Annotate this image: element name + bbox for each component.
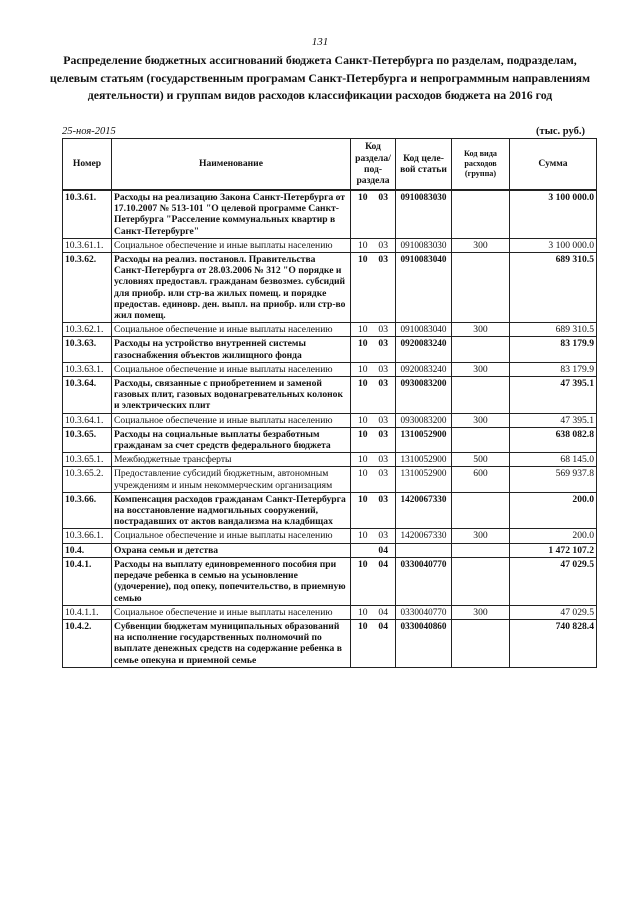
row-name: Расходы на реализацию Закона Санкт-Петербурга от 17.10.2007 № 513-101 "О целевой программе Санкт-Петербурга "Расселение коммунальных квартир в Санкт-Петербурге" <box>112 190 351 238</box>
subsection-code: 04 <box>378 558 388 570</box>
section-code: 10 <box>358 324 368 336</box>
row-section-code <box>351 557 396 605</box>
row-name: Предоставление субсидий бюджетным, автономным учреждениям и иным некоммерческим организациям <box>112 467 351 492</box>
row-section-code <box>351 253 396 323</box>
row-target-code: 0920083240 <box>396 337 452 362</box>
row-section-code <box>351 238 396 252</box>
row-section-code <box>351 529 396 543</box>
row-name: Социальное обеспечение и иные выплаты населению <box>112 413 351 427</box>
table-header-row <box>63 139 597 191</box>
row-section-code <box>351 619 396 667</box>
table-row <box>63 453 597 467</box>
row-expense-type <box>452 253 510 323</box>
section-code: 10 <box>358 239 368 251</box>
row-section-code <box>351 337 396 362</box>
row-expense-type: 300 <box>452 238 510 252</box>
row-target-code: 0910083040 <box>396 323 452 337</box>
row-expense-type: 300 <box>452 323 510 337</box>
row-number: 10.3.62.1. <box>63 323 112 337</box>
row-target-code: 0330040770 <box>396 557 452 605</box>
row-expense-type <box>452 427 510 452</box>
row-section-code <box>351 453 396 467</box>
budget-table <box>62 138 597 668</box>
table-row <box>63 543 597 557</box>
row-section-code <box>351 190 396 238</box>
header-target-code: Код целе-вой статьи <box>396 139 452 191</box>
row-number: 10.3.64.1. <box>63 413 112 427</box>
row-expense-type: 300 <box>452 413 510 427</box>
row-expense-type <box>452 557 510 605</box>
row-name: Расходы на устройство внутренней системы газоснабжения объектов жилищного фонда <box>112 337 351 362</box>
row-amount: 68 145.0 <box>510 453 597 467</box>
row-amount: 638 082.8 <box>510 427 597 452</box>
subsection-code: 03 <box>378 530 388 542</box>
table-row <box>63 323 597 337</box>
subsection-code: 03 <box>378 428 388 440</box>
row-target-code: 0330040770 <box>396 605 452 619</box>
section-code: 10 <box>358 338 368 350</box>
row-expense-type: 300 <box>452 529 510 543</box>
row-section-code <box>351 362 396 376</box>
row-target-code: 0910083040 <box>396 253 452 323</box>
row-name: Субвенции бюджетам муниципальных образований на исполнение государственных полномочий по выплате денежных средств на содержание ребенка в семье опекуна и приемной семье <box>112 619 351 667</box>
row-name: Расходы, связанные с приобретением и заменой газовых плит, газовых водонагревательных колонок и электрических плит <box>112 377 351 414</box>
subsection-code: 04 <box>378 620 388 632</box>
subsection-code: 03 <box>378 239 388 251</box>
units-label: (тыс. руб.) <box>536 126 585 137</box>
table-row <box>63 467 597 492</box>
table-row <box>63 529 597 543</box>
table-row <box>63 337 597 362</box>
row-expense-type <box>452 377 510 414</box>
row-target-code: 1420067330 <box>396 492 452 529</box>
row-target-code: 0920083240 <box>396 362 452 376</box>
subsection-code: 03 <box>378 378 388 390</box>
subsection-code: 04 <box>378 606 388 618</box>
row-name: Социальное обеспечение и иные выплаты населению <box>112 529 351 543</box>
table-row <box>63 253 597 323</box>
row-number: 10.3.61. <box>63 190 112 238</box>
row-number: 10.3.63. <box>63 337 112 362</box>
table-row <box>63 190 597 238</box>
row-section-code <box>351 543 396 557</box>
row-amount: 1 472 107.2 <box>510 543 597 557</box>
table-row <box>63 427 597 452</box>
subsection-code: 03 <box>378 192 388 203</box>
row-target-code: 1310052900 <box>396 453 452 467</box>
row-target-code: 0910083030 <box>396 238 452 252</box>
subsection-code: 03 <box>378 363 388 375</box>
row-name: Социальное обеспечение и иные выплаты населению <box>112 362 351 376</box>
row-section-code <box>351 605 396 619</box>
row-name: Охрана семьи и детства <box>112 543 351 557</box>
subsection-code: 03 <box>378 324 388 336</box>
row-expense-type: 300 <box>452 605 510 619</box>
row-expense-type <box>452 619 510 667</box>
section-code: 10 <box>358 414 368 426</box>
row-name: Социальное обеспечение и иные выплаты населению <box>112 238 351 252</box>
row-section-code <box>351 323 396 337</box>
page-number: 131 <box>311 36 329 48</box>
row-number: 10.3.62. <box>63 253 112 323</box>
section-code: 10 <box>358 454 368 466</box>
table-body <box>63 190 597 667</box>
row-expense-type: 300 <box>452 362 510 376</box>
row-target-code: 1310052900 <box>396 467 452 492</box>
row-target-code: 1310052900 <box>396 427 452 452</box>
row-amount: 3 100 000.0 <box>510 190 597 238</box>
table-row <box>63 557 597 605</box>
document-title: Распределение бюджетных ассигнований бюджета Санкт-Петербурга по разделам, подразделам, целевым статьям (государственным програмам Санкт-Петербурга и непрограммным направлениям деятельности) и группам видов расходов классификации расходов бюджета на 2016 год <box>49 53 591 102</box>
row-expense-type <box>452 337 510 362</box>
subsection-code: 03 <box>378 468 388 480</box>
table-row <box>63 238 597 252</box>
table-row <box>63 492 597 529</box>
row-number: 10.4.1.1. <box>63 605 112 619</box>
section-code: 10 <box>358 254 368 266</box>
row-amount: 47 029.5 <box>510 605 597 619</box>
row-target-code: 1420067330 <box>396 529 452 543</box>
table-row <box>63 413 597 427</box>
section-code: 10 <box>358 493 368 505</box>
section-code: 10 <box>358 363 368 375</box>
row-amount: 47 029.5 <box>510 557 597 605</box>
section-code: 10 <box>358 378 368 390</box>
row-amount: 569 937.8 <box>510 467 597 492</box>
row-target-code: 0330040860 <box>396 619 452 667</box>
section-code: 10 <box>358 530 368 542</box>
row-expense-type <box>452 190 510 238</box>
row-number: 10.4. <box>63 543 112 557</box>
row-name: Компенсация расходов гражданам Санкт-Петербурга на восстановление надмогильных сооружений, пострадавших от актов вандализма на кладбищах <box>112 492 351 529</box>
row-expense-type <box>452 543 510 557</box>
row-expense-type: 500 <box>452 453 510 467</box>
table-row <box>63 619 597 667</box>
row-amount: 200.0 <box>510 529 597 543</box>
table-row <box>63 362 597 376</box>
row-amount: 83 179.9 <box>510 337 597 362</box>
row-number: 10.3.65. <box>63 427 112 452</box>
header-name: Наименование <box>112 139 351 191</box>
document-date: 25-ноя-2015 <box>62 126 116 137</box>
row-section-code <box>351 467 396 492</box>
table-row <box>63 605 597 619</box>
row-amount: 83 179.9 <box>510 362 597 376</box>
row-amount: 3 100 000.0 <box>510 238 597 252</box>
row-target-code <box>396 543 452 557</box>
header-expense-type-code: Код вида расходов (группа) <box>452 139 510 191</box>
row-name: Расходы на социальные выплаты безработным гражданам за счет средств федерального бюджета <box>112 427 351 452</box>
row-expense-type <box>452 492 510 529</box>
row-number: 10.4.1. <box>63 557 112 605</box>
row-section-code <box>351 413 396 427</box>
row-number: 10.3.65.1. <box>63 453 112 467</box>
subsection-code: 03 <box>378 493 388 505</box>
row-number: 10.3.64. <box>63 377 112 414</box>
section-code: 10 <box>358 192 368 203</box>
row-name: Социальное обеспечение и иные выплаты населению <box>112 323 351 337</box>
row-amount: 689 310.5 <box>510 253 597 323</box>
header-amount: Сумма <box>510 139 597 191</box>
section-code: 10 <box>358 620 368 632</box>
row-name: Межбюджетные трансферты <box>112 453 351 467</box>
row-section-code <box>351 492 396 529</box>
row-amount: 47 395.1 <box>510 377 597 414</box>
row-amount: 740 828.4 <box>510 619 597 667</box>
row-section-code <box>351 377 396 414</box>
subsection-code: 03 <box>378 338 388 350</box>
section-code: 10 <box>358 606 368 618</box>
row-number: 10.3.66.1. <box>63 529 112 543</box>
row-expense-type: 600 <box>452 467 510 492</box>
row-number: 10.4.2. <box>63 619 112 667</box>
section-code: 10 <box>358 428 368 440</box>
table-row <box>63 377 597 414</box>
row-name: Расходы на выплату единовременного пособия при передаче ребенка в семью на усыновление (удочерение), под опеку, попечительство, в приемную семью <box>112 557 351 605</box>
row-amount: 47 395.1 <box>510 413 597 427</box>
section-code: 10 <box>358 468 368 480</box>
subsection-code: 03 <box>378 254 388 266</box>
subsection-code: 03 <box>378 454 388 466</box>
subsection-code: 04 <box>378 544 388 556</box>
row-amount: 200.0 <box>510 492 597 529</box>
row-section-code <box>351 427 396 452</box>
header-section-code: Код раздела/ под-раздела <box>351 139 396 191</box>
row-target-code: 0930083200 <box>396 377 452 414</box>
section-code: 10 <box>358 558 368 570</box>
row-name: Расходы на реализ. постановл. Правительства Санкт-Петербурга от 28.03.2006 № 312 "О порядке и условиях предоставл. гражданам безвозмез. субсидий для приобр. или стр-ва жилых помещ. и порядке предостав. единовр. ден. выпл. на приобр. или стр-во жил помещ. <box>112 253 351 323</box>
row-number: 10.3.61.1. <box>63 238 112 252</box>
row-number: 10.3.63.1. <box>63 362 112 376</box>
row-amount: 689 310.5 <box>510 323 597 337</box>
header-number: Номер <box>63 139 112 191</box>
row-name: Социальное обеспечение и иные выплаты населению <box>112 605 351 619</box>
row-target-code: 0930083200 <box>396 413 452 427</box>
row-number: 10.3.66. <box>63 492 112 529</box>
row-number: 10.3.65.2. <box>63 467 112 492</box>
subsection-code: 03 <box>378 414 388 426</box>
row-target-code: 0910083030 <box>396 190 452 238</box>
